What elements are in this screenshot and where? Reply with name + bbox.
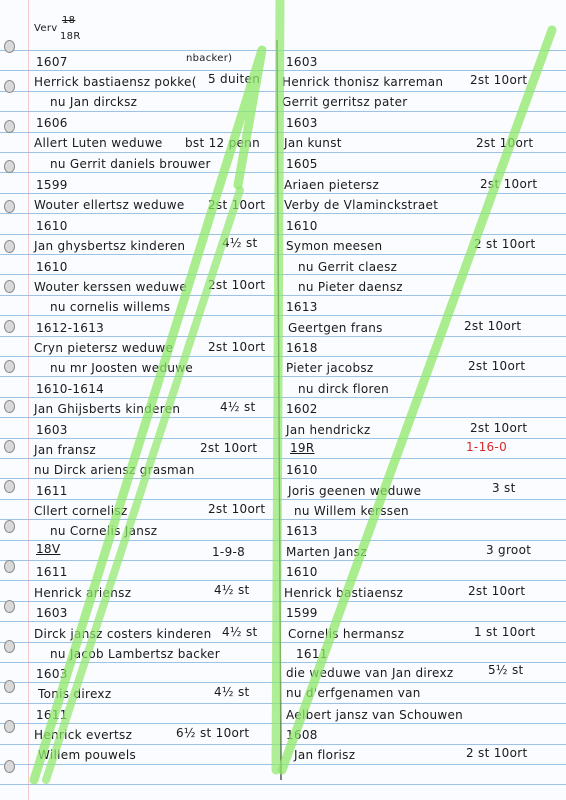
binder-hole	[4, 360, 15, 373]
left-folio-marker: 18V	[36, 542, 61, 556]
binder-hole	[4, 160, 15, 173]
left-amount: 2st 10ort	[208, 340, 266, 354]
left-year: 1599	[36, 178, 68, 192]
left-successor: nu Cornelis Jansz	[50, 524, 158, 538]
binder-hole	[4, 40, 15, 53]
right-amount: 1 st 10ort	[474, 625, 536, 639]
ruled-line	[0, 193, 566, 194]
right-year: 1603	[286, 116, 318, 130]
right-name: die weduwe van Jan direxz	[286, 666, 454, 680]
left-amount: 2st 10ort	[208, 502, 266, 516]
left-year: 1611	[36, 484, 68, 498]
ruled-line	[0, 70, 566, 71]
ruled-line	[0, 315, 566, 316]
ruled-line	[0, 784, 566, 785]
ruled-line	[0, 336, 566, 337]
left-name: Henrick evertsz	[34, 728, 133, 742]
ruled-line	[0, 478, 566, 479]
left-amount: 4½ st	[222, 236, 258, 250]
right-name: Henrick bastiaensz	[284, 586, 404, 600]
left-name: Herrick bastiaensz pokke(	[34, 75, 197, 89]
binder-hole	[4, 280, 15, 293]
right-name: Cornelis hermansz	[288, 627, 405, 641]
ruled-line	[0, 580, 566, 581]
left-amount: 2st 10ort	[200, 441, 258, 455]
ruled-line	[0, 682, 566, 683]
right-name: Symon meesen	[286, 239, 383, 253]
binder-hole	[4, 400, 15, 413]
left-successor: nu Dirck ariensz grasman	[34, 463, 195, 477]
right-amount: 2st 10ort	[464, 319, 522, 333]
left-amount: bst 12 penn	[185, 136, 260, 150]
ruled-line	[0, 642, 566, 643]
ruled-line	[0, 723, 566, 724]
ruled-line	[0, 601, 566, 602]
ruled-line	[0, 703, 566, 704]
ruled-line	[0, 744, 566, 745]
ruled-line	[0, 376, 566, 377]
ruled-line	[0, 132, 566, 133]
right-year: 1599	[286, 606, 318, 620]
left-successor: nu cornelis willems	[50, 300, 171, 314]
right-name: Henrick thonisz karreman	[282, 75, 444, 89]
binder-hole	[4, 680, 15, 693]
left-year: 1610-1614	[36, 382, 105, 396]
ruled-line	[0, 458, 566, 459]
right-successor: Gerrit gerritsz pater	[282, 95, 408, 109]
binder-hole	[4, 720, 15, 733]
right-street: Verby de Vlaminckstraet	[284, 198, 439, 212]
left-name: Jan ghysbertsz kinderen	[34, 239, 186, 253]
right-amount: 2st 10ort	[470, 421, 528, 435]
header-struck-number: 18	[62, 15, 76, 26]
ruled-line	[0, 111, 566, 112]
left-successor: Willem pouwels	[38, 748, 137, 762]
left-successor: nu Gerrit daniels brouwer	[50, 157, 211, 171]
left-successor: nu Jacob Lambertsz backer	[50, 647, 220, 661]
right-name: Pieter jacobsz	[286, 361, 374, 375]
left-successor: nu mr Joosten weduwe	[50, 361, 194, 375]
right-amount: 5½ st	[488, 663, 524, 677]
left-name: Jan Ghijsberts kinderen	[34, 402, 181, 416]
right-amount: 3 groot	[486, 543, 532, 557]
right-name: Joris geenen weduwe	[288, 484, 422, 498]
header-verv: Verv	[34, 23, 58, 34]
left-year: 1606	[36, 116, 68, 130]
left-successor: nu Jan dircksz	[50, 95, 138, 109]
ruled-line	[0, 397, 566, 398]
ruled-line	[0, 499, 566, 500]
header-page-number: 18R	[60, 31, 81, 42]
left-name: Tonis direxz	[38, 687, 112, 701]
binder-hole	[4, 760, 15, 773]
right-amount: 3 st	[492, 481, 516, 495]
binder-hole	[4, 480, 15, 493]
right-successor: nu Gerrit claesz	[298, 260, 398, 274]
left-name: Dirck jansz costers kinderen	[34, 627, 212, 641]
right-name: Ariaen pietersz	[284, 178, 380, 192]
binder-hole	[4, 200, 15, 213]
left-name: Cryn pietersz weduwe	[34, 341, 174, 355]
left-name: Wouter kerssen weduwe	[34, 280, 188, 294]
left-amount: 4½ st	[214, 583, 250, 597]
column-divider-stroke	[277, 40, 281, 780]
right-folio-marker: 19R	[290, 441, 315, 455]
ruled-line	[0, 519, 566, 520]
ruled-line	[0, 560, 566, 561]
binder-hole	[4, 600, 15, 613]
ruled-line	[0, 172, 566, 173]
left-note: nbacker)	[186, 53, 233, 64]
left-year: 1611	[36, 708, 68, 722]
left-name: Cllert cornelisz	[34, 504, 128, 518]
binder-hole	[4, 240, 15, 253]
left-amount: 2st 10ort	[208, 198, 266, 212]
left-year: 1603	[36, 423, 68, 437]
left-name: Allert Luten weduwe	[34, 136, 163, 150]
ruled-line	[0, 621, 566, 622]
right-amount: 2 st 10ort	[466, 746, 528, 760]
ruled-line	[0, 417, 566, 418]
left-year: 1611	[36, 565, 68, 579]
right-name: Geertgen frans	[288, 321, 383, 335]
right-name: Jan hendrickz	[286, 423, 371, 437]
left-year: 1610	[36, 260, 68, 274]
right-successor: nu dirck floren	[298, 382, 390, 396]
left-folio-total: 1-9-8	[212, 545, 246, 559]
margin-line	[28, 0, 29, 800]
right-amount: 2st 10ort	[468, 359, 526, 373]
right-amount: 2 st 10ort	[474, 237, 536, 251]
left-amount: 6½ st 10ort	[176, 726, 250, 740]
ruled-line	[0, 213, 566, 214]
right-year: 1613	[286, 300, 318, 314]
highlighter-stroke	[276, 0, 280, 770]
left-year: 1603	[36, 667, 68, 681]
left-amount: 5 duiten	[208, 72, 261, 86]
binder-hole	[4, 80, 15, 93]
right-year: 1602	[286, 402, 318, 416]
ruled-line	[0, 91, 566, 92]
right-successor: nu Pieter daensz	[298, 280, 403, 294]
right-year: 1610	[286, 463, 318, 477]
ruled-line	[0, 295, 566, 296]
ruled-line	[0, 254, 566, 255]
left-amount: 4½ st	[214, 685, 250, 699]
right-year: 1603	[286, 55, 318, 69]
right-amount: 2st 10ort	[470, 73, 528, 87]
ruled-line	[0, 274, 566, 275]
ruled-line	[0, 50, 566, 51]
left-year: 1610	[36, 219, 68, 233]
ruled-line	[0, 234, 566, 235]
left-year: 1603	[36, 606, 68, 620]
ruled-line	[0, 764, 566, 765]
left-year: 1607	[36, 55, 68, 69]
right-year: 1618	[286, 341, 318, 355]
binder-hole	[4, 320, 15, 333]
right-year: 1613	[286, 524, 318, 538]
ruled-line	[0, 540, 566, 541]
right-amount: 2st 10ort	[476, 136, 534, 150]
left-amount: 4½ st	[220, 400, 256, 414]
ruled-line	[0, 356, 566, 357]
right-year: 1610	[286, 219, 318, 233]
ruled-line	[0, 438, 566, 439]
right-successor: nu Willem kerssen	[294, 504, 409, 518]
right-successor: Aelbert jansz van Schouwen	[286, 708, 464, 722]
right-year: 1610	[286, 565, 318, 579]
right-year: 1611	[296, 647, 328, 661]
right-name: Marten Jansz	[286, 545, 367, 559]
ruled-line	[0, 662, 566, 663]
right-year: 1605	[286, 157, 318, 171]
binder-hole	[4, 440, 15, 453]
right-folio-total: 1-16-0	[466, 440, 507, 454]
left-year: 1612-1613	[36, 321, 105, 335]
left-name: Henrick ariensz	[34, 586, 132, 600]
binder-hole	[4, 120, 15, 133]
left-amount: 4½ st	[222, 625, 258, 639]
right-year: 1608	[286, 728, 318, 742]
right-amount: 2st 10ort	[480, 177, 538, 191]
binder-hole	[4, 560, 15, 573]
right-amount: 2st 10ort	[468, 584, 526, 598]
left-amount: 2st 10ort	[208, 278, 266, 292]
ruled-line	[0, 152, 566, 153]
left-name: Wouter ellertsz weduwe	[34, 198, 185, 212]
right-name: Jan florisz	[294, 748, 356, 762]
right-successor: nu d'erfgenamen van	[286, 686, 421, 700]
right-name: Jan kunst	[284, 136, 342, 150]
binder-hole	[4, 520, 15, 533]
binder-hole	[4, 640, 15, 653]
left-name: Jan fransz	[34, 443, 96, 457]
